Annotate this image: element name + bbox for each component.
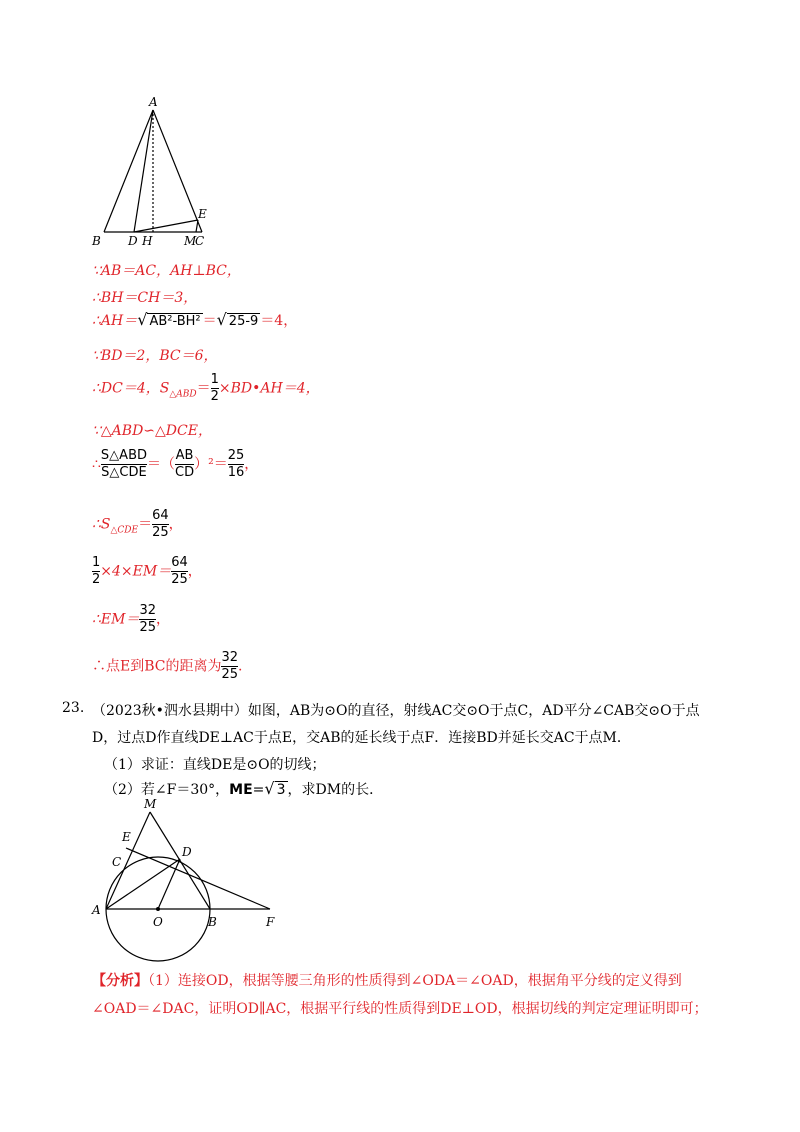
sqrt-ab-bh: AB²-BH² — [149, 314, 201, 329]
triangle-figure-1 — [88, 92, 218, 252]
question-line-2: D，过点D作直线DE⊥AC于点E，交AB的延长线于点F．连接BD并延长交AC于点M． — [92, 730, 631, 746]
label-E2: E — [122, 830, 131, 844]
label-A: A — [149, 95, 158, 109]
analysis-tag: 【分析】 — [92, 973, 148, 989]
l5-mid: ＝ — [196, 380, 211, 397]
label-H: H — [142, 234, 153, 248]
sqrt-3: 3 — [276, 782, 286, 798]
solution-line-1: ∵AB＝AC，AH⊥BC， — [92, 263, 241, 279]
solution-line-8: $\therefore S_{\triangle CDE}=$ $\frac{64}{25}$ ， — [92, 508, 183, 540]
l3-mid: ＝ — [202, 313, 217, 329]
l10-pre: ∴EM＝ — [92, 611, 140, 628]
fraction-32-25-b: $\frac{32}{25}$ — [221, 650, 239, 682]
fraction-32-25: $\frac{32}{25}$ — [139, 603, 157, 635]
label-E: E — [198, 207, 207, 221]
question-line-1: （2023秋•泗水县期中）如图，AB为⊙O的直径，射线AC交⊙O于点C，AD平分∠CAB交⊙O于点 — [92, 703, 700, 719]
label-B: B — [92, 234, 101, 248]
question-part-1: （1）求证：直线DE是⊙O的切线； — [104, 757, 326, 773]
l7-pre: ∴ — [92, 456, 101, 473]
l3-pre: ∴AH＝ — [92, 313, 138, 329]
solution-line-4: ∵BD＝2，BC＝6， — [92, 348, 218, 364]
fraction-64-25: $\frac{64}{25}$ — [152, 508, 169, 540]
sqrt-25-9: 25-9 — [228, 314, 259, 329]
solution-line-10: ∴EM＝ $\frac{32}{25}$ ， — [92, 603, 171, 635]
label-D: D — [128, 234, 138, 248]
l3-post: ＝4， — [260, 313, 298, 329]
fraction-64-25-b: $\frac{64}{25}$ — [171, 555, 188, 587]
circle-figure-2 — [86, 796, 286, 966]
analysis-block — [92, 967, 722, 1023]
area-ratio-fraction: $\frac{\text{S△ABD}}{\text{S△CDE}}$ — [100, 448, 147, 480]
label-A2: A — [92, 903, 101, 917]
l5-sub: △ABD — [169, 389, 197, 400]
question-part-2: （2）若∠F＝30°，ME=√ 3 ，求DM的长． — [104, 779, 384, 798]
label-C: C — [195, 234, 205, 248]
analysis-line-2: ∠OAD＝∠DAC，证明OD∥AC，根据平行线的性质得到DE⊥OD，根据切线的判定定理证明即可； — [92, 1001, 708, 1017]
label-C2: C — [112, 855, 122, 869]
fraction-half: $\frac{1}{2}$ — [210, 372, 219, 404]
solution-line-5 — [92, 372, 320, 405]
label-O2: O — [153, 915, 163, 929]
side-ratio-fraction: $\frac{AB}{CD}$ — [175, 448, 195, 480]
solution-line-2: ∴BH＝CH＝3， — [92, 290, 198, 306]
question-number: 23. — [62, 700, 85, 716]
solution-line-9: $\frac{1}{2}$ ×4×EM＝ $\frac{64}{25}$ ， — [92, 555, 202, 587]
l5-pre: ∴DC＝4，S — [92, 380, 170, 397]
label-M2: M — [144, 797, 157, 811]
analysis-line-1: 【分析】（1）连接OD，根据等腰三角形的性质得到∠ODA＝∠OAD，根据角平分线的定义得到 — [92, 973, 682, 989]
l9-mid: ×4×EM＝ — [100, 563, 172, 580]
solution-line-3: ∴AH＝√ AB²-BH² ＝√ 25-9 ＝4， — [92, 310, 298, 329]
l11-pre: ∴点E到BC的距离为 — [92, 658, 222, 675]
solution-line-7: ∴ $\frac{\text{S△ABD}}{\text{S△CDE}}$ ＝（ $\frac{AB}{CD}$ ）²＝ $\frac{25}{16}$ ， — [92, 448, 259, 480]
l8-pre: ∴S — [92, 516, 111, 533]
ratio-25-16: $\frac{25}{16}$ — [227, 448, 245, 480]
label-D2: D — [182, 845, 192, 859]
me-label: ME — [229, 782, 253, 798]
l5-post: ×BD•AH＝4， — [218, 380, 320, 397]
label-F2: F — [266, 915, 275, 929]
solution-line-11: ∴点E到BC的距离为 $\frac{32}{25}$ . — [92, 650, 243, 682]
label-B2: B — [208, 915, 217, 929]
solution-line-6: ∵△ABD∽△DCE， — [92, 423, 212, 439]
l7-sq: ）²＝ — [194, 456, 228, 473]
l8-sub: △CDE — [110, 525, 139, 536]
l7-eq: ＝（ — [147, 456, 175, 473]
label-M: M — [184, 234, 197, 248]
fraction-half-2: $\frac{1}{2}$ — [92, 555, 101, 587]
